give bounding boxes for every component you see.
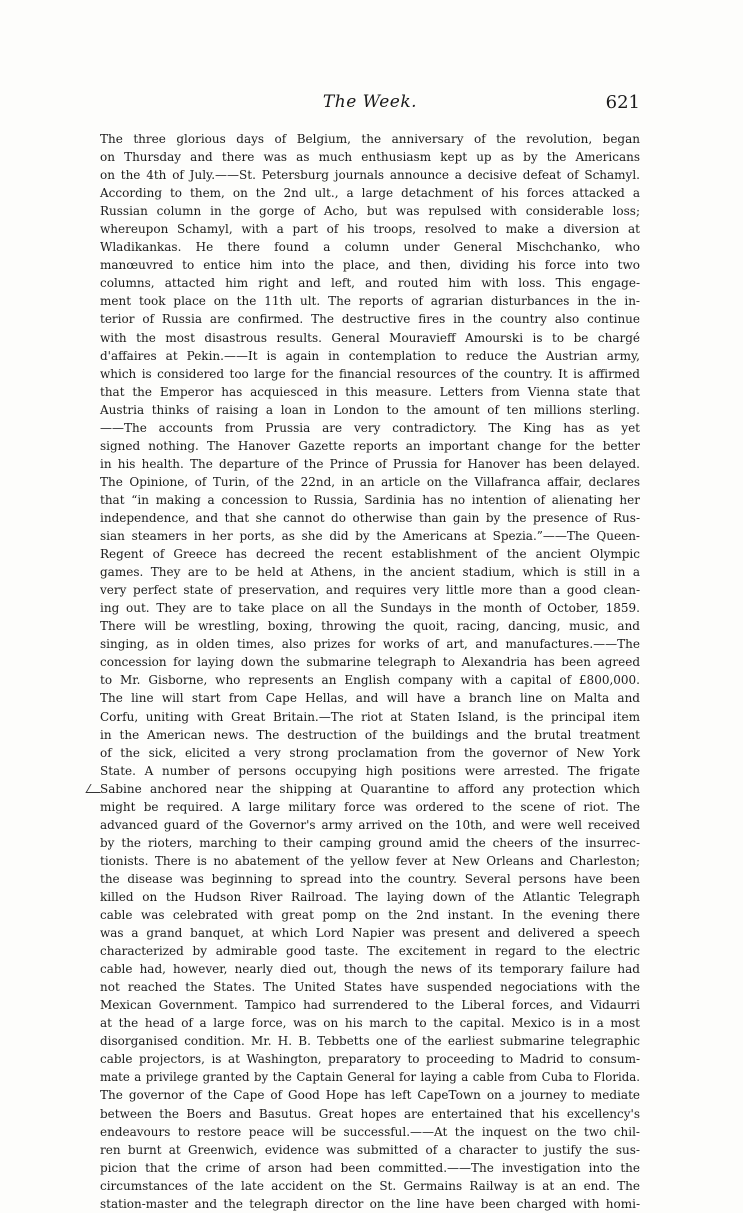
text-line: Mexican Government. Tampico had surrendered to the Liberal forces, and Vidaurri (100, 998, 640, 1013)
text-line: that the Emperor has acquiesced in this measure. Letters from Vienna state that (100, 384, 640, 399)
text-line: The line will start from Cape Hellas, and will have a branch line on Malta and (100, 691, 640, 706)
text-line: endeavours to restore peace will be successful.——At the inquest on the two chil- (100, 1124, 640, 1139)
text-line: There will be wrestling, boxing, throwing the quoit, racing, dancing, music, and (100, 619, 640, 634)
text-line: in his health. The departure of the Prince of Prussia for Hanover has been delayed. (100, 456, 640, 471)
text-line: very perfect state of preservation, and requires very little more than a good clean- (100, 583, 640, 598)
text-line: characterized by admirable good taste. The excitement in regard to the electric (100, 944, 640, 959)
text-line: at the head of a large force, was on his march to the capital. Mexico is in a most (100, 1016, 640, 1031)
text-line: ment took place on the 11th ult. The reports of agrarian disturbances in the in- (100, 294, 640, 309)
text-line: signed nothing. The Hanover Gazette reports an important change for the better (100, 438, 640, 453)
page-header (100, 92, 640, 122)
text-line: on Thursday and there was as much enthusiasm kept up as by the Americans (100, 150, 640, 165)
text-line: in the American news. The destruction of the buildings and the brutal treatment (100, 727, 640, 742)
text-line: not reached the States. The United States have suspended negociations with the (100, 980, 640, 995)
text-line: d'affaires at Pekin.——It is again in contemplation to reduce the Austrian army, (100, 348, 640, 363)
text-line: to Mr. Gisborne, who represents an English company with a capital of £800,000. (100, 673, 640, 688)
text-line: ing out. They are to take place on all the Sundays in the month of October, 1859. (100, 601, 640, 616)
page-number: 621 (605, 92, 640, 113)
text-line: which is considered too large for the financial resources of the country. It is affirmed (100, 366, 640, 381)
text-line: Regent of Greece has decreed the recent establishment of the ancient Olympic (100, 547, 640, 562)
text-line: station-master and the telegraph director on the line have been charged with homi- (100, 1196, 640, 1211)
text-line: games. They are to be held at Athens, in the ancient stadium, which is still in a (100, 565, 640, 580)
text-line: Austria thinks of raising a loan in London to the amount of ten millions sterling. (100, 402, 640, 417)
text-line: mate a privilege granted by the Captain General for laying a cable from Cuba to Florida. (100, 1070, 640, 1085)
text-line: singing, as in olden times, also prizes for works of art, and manufactures.——The (100, 637, 640, 652)
text-line: manœuvred to entice him into the place, and then, dividing his force into two (100, 258, 640, 273)
text-line: whereupon Schamyl, with a part of his troops, resolved to make a diversion at (100, 222, 640, 237)
text-line: concession for laying down the submarine telegraph to Alexandria has been agreed (100, 655, 640, 670)
text-line: by the rioters, marching to their camping ground amid the cheers of the insurrec- (100, 835, 640, 850)
text-line: According to them, on the 2nd ult., a large detachment of his forces attacked a (100, 186, 640, 201)
text-line: The three glorious days of Belgium, the anniversary of the revolution, began (100, 132, 640, 146)
text-line: Corfu, uniting with Great Britain.—The riot at Staten Island, is the principal item (100, 709, 640, 724)
text-line: columns, attacted him right and left, and routed him with loss. This engage- (100, 276, 640, 291)
text-line: terior of Russia are confirmed. The destructive fires in the country also continue (100, 312, 640, 327)
article-body (100, 130, 640, 1213)
text-line: Wladikankas. He there found a column under General Mischchanko, who (100, 240, 640, 255)
text-line: might be required. A large military force was ordered to the scene of riot. The (100, 799, 640, 814)
text-line: that “in making a concession to Russia, Sardinia has no intention of alienating her (100, 492, 640, 507)
text-line: the disease was beginning to spread into the country. Several persons have been (100, 871, 640, 886)
text-line: ——The accounts from Prussia are very contradictory. The King has as yet (100, 420, 640, 435)
text-line: on the 4th of July.——St. Petersburg journals announce a decisive defeat of Schamyl. (100, 168, 640, 183)
running-title: The Week. (322, 92, 418, 112)
text-line: Russian column in the gorge of Acho, but was repulsed with considerable loss; (100, 204, 640, 219)
text-line: of the sick, elicited a very strong proclamation from the governor of New York (100, 745, 640, 760)
text-line: ren burnt at Greenwich, evidence was submitted of a character to justify the sus- (100, 1142, 640, 1157)
text-line: was a grand banquet, at which Lord Napier was present and delivered a speech (100, 926, 640, 941)
text-line: with the most disastrous results. General Mouravieff Amourski is to be chargé (100, 330, 640, 345)
text-line: cable had, however, nearly died out, though the news of its temporary failure had (100, 962, 640, 977)
text-line: advanced guard of the Governor's army arrived on the 10th, and were well received (100, 817, 640, 832)
text-line: The Opinione, of Turin, of the 22nd, in an article on the Villafranca affair, declares (100, 474, 640, 489)
text-line: The governor of the Cape of Good Hope has left CapeTown on a journey to mediate (100, 1088, 640, 1103)
text-line: circumstances of the late accident on the St. Germains Railway is at an end. The (100, 1178, 640, 1193)
text-line: Sabine anchored near the shipping at Quarantine to afford any protection which (100, 781, 640, 796)
text-line: sian steamers in her ports, as she did by the Americans at Spezia.”——The Queen- (100, 529, 640, 544)
text-line: State. A number of persons occupying high positions were arrested. The frigate (100, 763, 640, 778)
text-line: cable projectors, is at Washington, preparatory to proceeding to Madrid to consum- (100, 1052, 640, 1067)
text-line: cable was celebrated with great pomp on the 2nd instant. In the evening there (100, 908, 640, 923)
text-line: disorganised condition. Mr. H. B. Tebbetts one of the earliest submarine telegraphic (100, 1034, 640, 1049)
text-line: tionists. There is no abatement of the yellow fever at New Orleans and Charleston; (100, 853, 640, 868)
text-line: independence, and that she cannot do otherwise than gain by the presence of Rus- (100, 510, 640, 525)
text-line: between the Boers and Basutus. Great hopes are entertained that his excellency's (100, 1106, 640, 1121)
text-line: picion that the crime of arson had been committed.——The investigation into the (100, 1160, 640, 1175)
text-line: killed on the Hudson River Railroad. The laying down of the Atlantic Telegraph (100, 889, 640, 904)
